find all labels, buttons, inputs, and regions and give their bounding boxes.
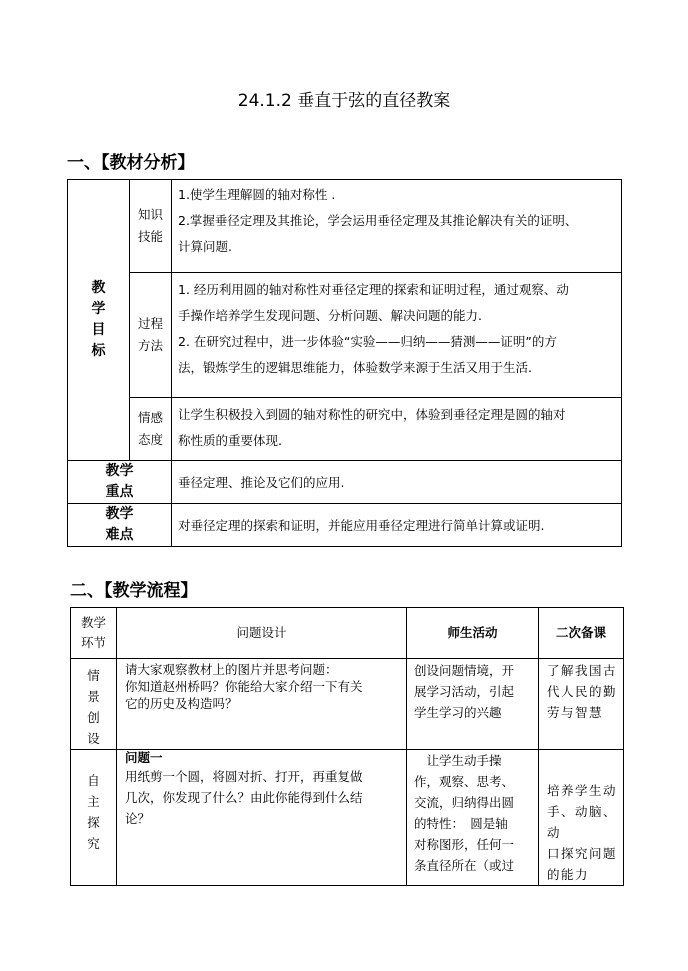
header-stage: 教学 环节 (71, 608, 117, 659)
emotion-label: 情感 态度 (130, 398, 172, 461)
knowledge-content: 1.使学生理解圆的轴对称性 . 2.掌握垂径定理及其推论，学会运用垂径定理及其推论解决有关的证明、 计算问题. (172, 180, 622, 273)
process-content: 1. 经历利用圆的轴对称性对垂径定理的探索和证明过程，通过观察、动 手操作培养学生发现问题、分析问题、解决问题的能力. 2. 在研究过程中，进一步体验“实验——归纳——猜测——证明”的方 法，锻炼学生的逻辑思维能力，体验数学来源于生活又用于生活. (172, 273, 622, 398)
key-point-label: 教学 重点 (68, 461, 172, 504)
analysis-table (67, 179, 622, 547)
stage-cell: 情 景 创 设 (71, 659, 117, 750)
activity-cell: 创设问题情境，开 展学习活动，引起 学生学习的兴趣 (407, 659, 539, 750)
process-label: 过程 方法 (130, 273, 172, 398)
stage-cell: 自 主 探 究 (71, 750, 117, 886)
design-cell: 问题一 用纸剪一个圆，将圆对折、打开，再重复做 几次，你发现了什么？由此你能得到什么结 论？ (117, 750, 407, 886)
header-note: 二次备课 (539, 608, 624, 659)
section-heading-flow: 二、【教学流程】 (70, 581, 198, 601)
note-cell: 培养学生动 手、动脑、动 口探究问题 的能力 (539, 750, 624, 886)
document-title: 24.1.2 垂直于弦的直径教案 (237, 91, 451, 111)
difficulty-label: 教学 难点 (68, 504, 172, 547)
key-point-content: 垂径定理、推论及它们的应用. (172, 461, 622, 504)
design-subtitle: 问题一 (125, 750, 163, 765)
difficulty-content: 对垂径定理的探索和证明，并能应用垂径定理进行简单计算或证明. (172, 504, 622, 547)
header-activity: 师生活动 (407, 608, 539, 659)
knowledge-label: 知识 技能 (130, 180, 172, 273)
header-design: 问题设计 (117, 608, 407, 659)
flow-table (70, 607, 624, 886)
emotion-content: 让学生积极投入到圆的轴对称性的研究中，体验到垂径定理是圆的轴对 称性质的重要体现. (172, 398, 622, 461)
activity-cell: 让学生动手操 作，观察、思考、 交流，归纳得出圆 的特性： 圆是轴 对称图形，任何一 条直径所在（或过 (407, 750, 539, 886)
design-cell: 请大家观察教材上的图片并思考问题： 你知道赵州桥吗？你能给大家介绍一下有关 它的历史及构造吗？ (117, 659, 407, 750)
goal-label: 教 学 目 标 (68, 180, 130, 461)
section-heading-analysis: 一、【教材分析】 (67, 153, 195, 173)
note-cell: 了解我国古 代人民的勤 劳与智慧 (539, 659, 624, 750)
